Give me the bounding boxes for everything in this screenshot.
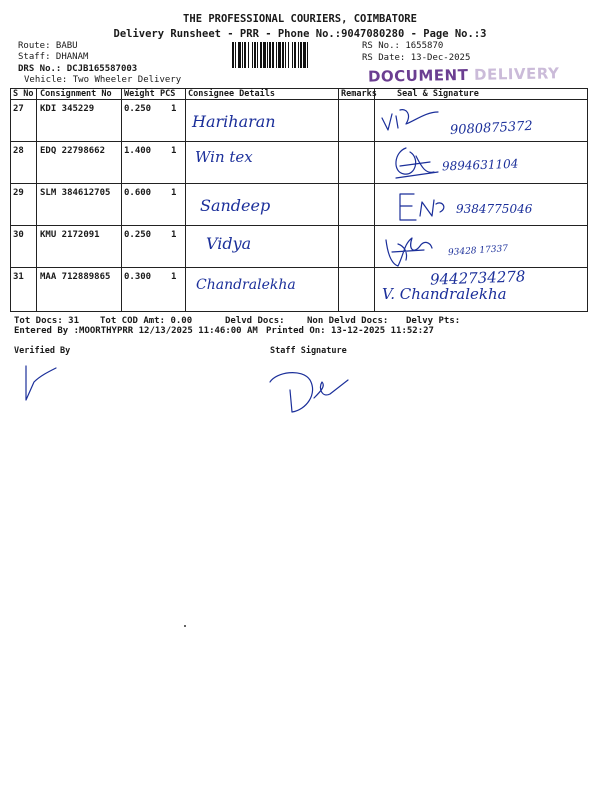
barcode-bar (257, 42, 258, 68)
row-sno: 30 (13, 230, 24, 240)
barcode-bar (248, 42, 249, 68)
verified-by-label: Verified By (14, 346, 71, 356)
total-docs: Tot Docs: 31 (14, 316, 80, 326)
row-weight: 0.250 (124, 230, 152, 240)
row-weight: 0.600 (124, 188, 152, 198)
col-header-consignment: Consignment No (40, 89, 112, 99)
printed-on: Printed On: 13-12-2025 11:52:27 (266, 326, 434, 336)
row-consignment: MAA 712889865 (40, 272, 111, 282)
row-phone: 9894631104 (441, 156, 519, 174)
row-pcs: 1 (171, 230, 177, 240)
barcode-bar (278, 42, 281, 68)
col-header-consignee: Consignee Details (188, 89, 275, 99)
runsheet-title: Delivery Runsheet - PRR - Phone No.:9047080280 - Page No.:3 (113, 28, 487, 40)
row-sno: 29 (13, 188, 24, 198)
document-delivery-stamp (368, 64, 560, 85)
barcode-bar (288, 42, 289, 68)
row-pcs: 1 (171, 272, 177, 282)
row-sno: 28 (13, 146, 24, 156)
row-consignment: EDQ 22798662 (40, 146, 106, 156)
col-header-weight: Weight (124, 89, 155, 99)
barcode-bar (269, 42, 271, 68)
barcode-bar (282, 42, 284, 68)
row-phone: 93428 17337 (447, 243, 509, 259)
col-header-pcs: PCS (160, 89, 176, 99)
entered-by: Entered By :MOORTHYPRR 12/13/2025 11:46:00 AM (14, 326, 258, 336)
barcode (232, 42, 358, 68)
speck (184, 625, 186, 627)
barcode-bar (267, 42, 268, 68)
row-sno: 31 (13, 272, 24, 282)
barcode-bar (263, 42, 266, 68)
row-consignee: Chandralekha (196, 277, 296, 293)
row-consignee: Vidya (206, 234, 252, 253)
row-phone: 9442734278 (429, 267, 526, 289)
vehicle-label: Vehicle: Two Wheeler Delivery (24, 75, 182, 85)
barcode-bar (235, 42, 236, 68)
row-consignment: KMU 2172091 (40, 230, 100, 240)
row-weight: 1.400 (124, 146, 152, 156)
drs-label: DRS No.: DCJB165587003 (18, 64, 138, 74)
row-consignment: KDI 345229 (40, 104, 95, 114)
barcode-bar (238, 42, 241, 68)
non-delivered-docs: Non Delvd Docs: (307, 316, 389, 326)
company-title: THE PROFESSIONAL COURIERS, COIMBATORE (183, 13, 417, 25)
route-label: Route: BABU (18, 41, 78, 51)
row-consignment: SLM 384612705 (40, 188, 111, 198)
total-cod-amount: Tot COD Amt: 0.00 (100, 316, 193, 326)
barcode-bar (307, 42, 308, 68)
row-pcs: 1 (171, 188, 177, 198)
barcode-bar (298, 42, 299, 68)
receiver-signature (376, 100, 456, 140)
barcode-bar (276, 42, 277, 68)
row-phone: 9384775046 (456, 202, 533, 216)
col-header-sno: S No (13, 89, 34, 99)
barcode-bar (294, 42, 296, 68)
receiver-signature (378, 226, 452, 270)
row-weight: 0.250 (124, 104, 152, 114)
delivery-table (10, 88, 588, 312)
staff-label: Staff: DHANAM (18, 52, 89, 62)
barcode-bar (292, 42, 293, 68)
barcode-bar (272, 42, 274, 68)
rs-date: RS Date: 13-Dec-2025 (362, 53, 471, 63)
staff-signature (262, 360, 358, 416)
row-consignee: Sandeep (200, 196, 271, 215)
rs-number: RS No.: 1655870 (362, 41, 444, 51)
barcode-bar (252, 42, 253, 68)
barcode-bar (242, 42, 243, 68)
barcode-bar (285, 42, 286, 68)
row-weight: 0.300 (124, 272, 152, 282)
receiver-signature-text: V. Chandralekha (382, 285, 507, 303)
col-header-remarks: Remarks (341, 89, 377, 99)
row-phone: 9080875372 (449, 118, 534, 139)
barcode-bar (260, 42, 262, 68)
receiver-signature (392, 186, 456, 226)
barcode-bar (232, 42, 234, 68)
barcode-bar (300, 42, 302, 68)
row-pcs: 1 (171, 146, 177, 156)
delivery-points: Delvy Pts: (406, 316, 461, 326)
stamp-faded-text: DELIVERY (473, 64, 560, 84)
row-consignee: Hariharan (192, 112, 276, 131)
delivered-docs: Delvd Docs: (225, 316, 285, 326)
barcode-bar (303, 42, 306, 68)
verifier-signature (14, 356, 64, 406)
row-pcs: 1 (171, 104, 177, 114)
stamp-main-text: DOCUMENT (367, 65, 469, 86)
receiver-signature (386, 142, 446, 184)
row-consignee: Win tex (195, 148, 253, 166)
barcode-bar (254, 42, 256, 68)
col-header-signature: Seal & Signature (397, 89, 479, 99)
staff-signature-label: Staff Signature (270, 346, 347, 356)
row-sno: 27 (13, 104, 24, 114)
barcode-bar (244, 42, 246, 68)
